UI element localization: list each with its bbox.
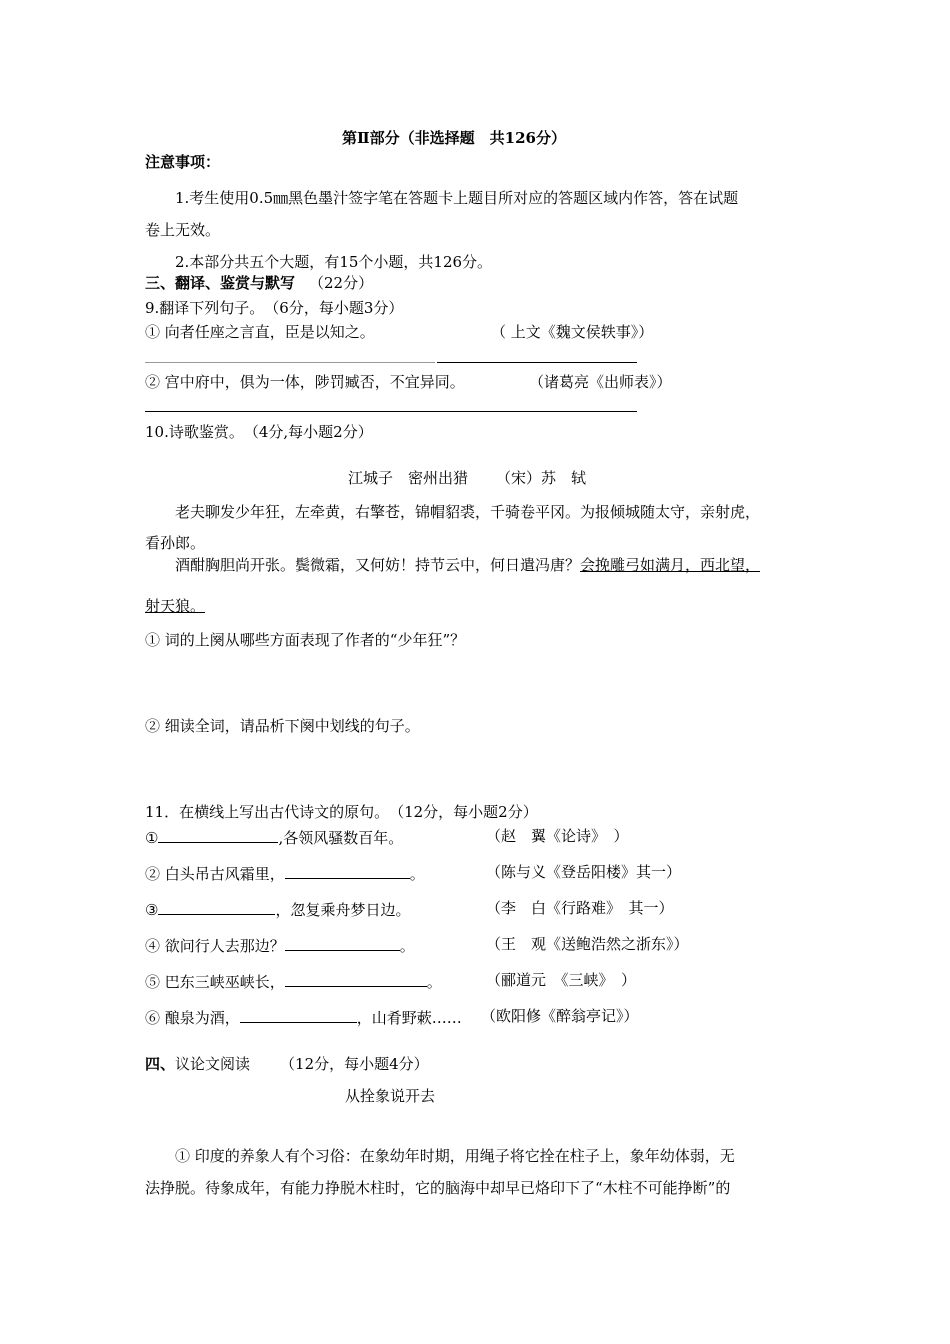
section-4-title: 议论文阅读 (175, 1055, 251, 1073)
section-4-heading (145, 1054, 429, 1074)
q11-item-6-post: ，山肴野蔌…… (356, 1009, 462, 1027)
q11-item-4 (145, 934, 415, 956)
q11-item-6-source: （欧阳修《醉翁亭记》） (481, 1007, 639, 1025)
q11-blank-4[interactable] (285, 934, 400, 951)
poem-stanza-1-cont: 看孙郎。 (145, 534, 206, 552)
q11-item-4-post: 。 (399, 937, 415, 955)
q11-item-5 (145, 970, 442, 992)
article-title: 从拴象说开去 (345, 1087, 436, 1105)
q10-sub-2: ② 细读全词，请品析下阕中划线的句子。 (145, 717, 420, 735)
q11-item-2-post: 。 (409, 865, 425, 883)
q11-item-3 (145, 898, 410, 920)
q11-item-1-pre: ① (145, 829, 159, 847)
poem-stanza-2-text: 酒酣胸胆尚开张。鬓微霜，又何妨！持节云中，何日遣冯唐？ (175, 556, 581, 574)
q11-item-4-source: （王 观《送鲍浩然之浙东》） (486, 935, 689, 953)
section-3-heading (145, 273, 373, 293)
q11-item-2-pre: ② 白头吊古风霜里， (145, 865, 285, 883)
poem-stanza-2 (175, 555, 760, 575)
section-3-title: 三、翻译、鉴赏与默写 (145, 274, 296, 292)
q11-item-3-source: （李 白《行路难》 其一） (486, 899, 674, 917)
q11-item-1-post: ,各领风骚数百年。 (278, 829, 404, 847)
poem-stanza-1: 老夫聊发少年狂，左牵黄，右擎苍，锦帽貂裘，千骑卷平冈。为报倾城随太守，亲射虎， (175, 503, 761, 521)
q11-blank-3[interactable] (158, 898, 275, 915)
q11-blank-5[interactable] (285, 970, 427, 987)
q11-item-1-source: （赵 翼《论诗》 ） (486, 827, 629, 845)
q11-item-3-post: ，忽复乘舟梦日边。 (275, 901, 411, 919)
poem-stanza-2-cont: 射天狼。 (145, 597, 206, 615)
poem-underlined-line: 会挽雕弓如满月，西北望， (580, 556, 761, 574)
q11-item-5-pre: ⑤ 巴东三峡巫峡长， (145, 973, 285, 991)
poem-author: （宋）苏 轼 (496, 469, 587, 487)
q9-sentence-1: ① 向者任座之言直，臣是以知之。 (145, 323, 375, 341)
q9-sentence-2: ② 宫中府中，俱为一体，陟罚臧否，不宜异同。 (145, 373, 465, 391)
q11-item-6-pre: ⑥ 酿泉为酒， (145, 1009, 240, 1027)
q10-sub-1: ① 词的上阕从哪些方面表现了作者的“少年狂”？ (145, 631, 466, 649)
article-para-1: ① 印度的养象人有个习俗：在象幼年时期，用绳子将它拴在柱子上，象年幼体弱，无 (175, 1147, 735, 1165)
q9-answer-line-2[interactable] (145, 411, 637, 412)
q11-item-5-source: （郦道元 《三峡》 ） (486, 971, 637, 989)
q11-item-3-pre: ③ (145, 901, 159, 919)
q9-answer-line-1a[interactable] (145, 362, 435, 363)
q11-blank-6[interactable] (240, 1006, 357, 1023)
q11-item-1 (145, 826, 403, 848)
section-3-score: （22分） (309, 274, 374, 292)
q9-sentence-2-source: （诸葛亮《出师表》） (529, 373, 672, 391)
q11-item-6 (145, 1006, 462, 1028)
q11-item-2 (145, 862, 425, 884)
part-title: 第Ⅱ部分（非选择题 共126分） (342, 129, 566, 147)
q11-stem: 11．在横线上写出古代诗文的原句。 （12分，每小题2分） (145, 803, 538, 821)
notes-item-1-cont: 卷上无效。 (145, 221, 221, 239)
article-para-1-cont: 法挣脱。待象成年，有能力挣脱木柱时，它的脑海中却早已烙印下了“木柱不可能挣断”的 (145, 1179, 731, 1197)
q11-blank-2[interactable] (285, 862, 410, 879)
q9-stem: 9.翻译下列句子。 （6分，每小题3分） (145, 299, 404, 317)
poem-title-text: 江城子 密州出猎 (348, 469, 469, 487)
q11-item-4-pre: ④ 欲问行人去那边？ (145, 937, 285, 955)
poem-title (348, 468, 586, 488)
section-4-score: （12分，每小题4分） (280, 1055, 429, 1073)
q9-sentence-1-source: （ 上文《魏文侯轶事》） (491, 323, 654, 341)
notes-item-2: 2.本部分共五个大题，有15个小题，共126分。 (175, 253, 493, 271)
notes-item-1: 1.考生使用0.5㎜黑色墨汁签字笔在答题卡上题目所对应的答题区域内作答，答在试题 (175, 189, 739, 207)
q10-stem: 10.诗歌鉴赏。 （4分,每小题2分） (145, 423, 373, 441)
q11-item-5-post: 。 (426, 973, 442, 991)
notes-heading: 注意事项： (145, 153, 221, 171)
q9-answer-line-1b[interactable] (437, 362, 637, 363)
section-4-number: 四、 (145, 1055, 176, 1073)
q11-blank-1[interactable] (158, 826, 278, 843)
q11-item-2-source: （陈与义《登岳阳楼》其一） (486, 863, 682, 881)
